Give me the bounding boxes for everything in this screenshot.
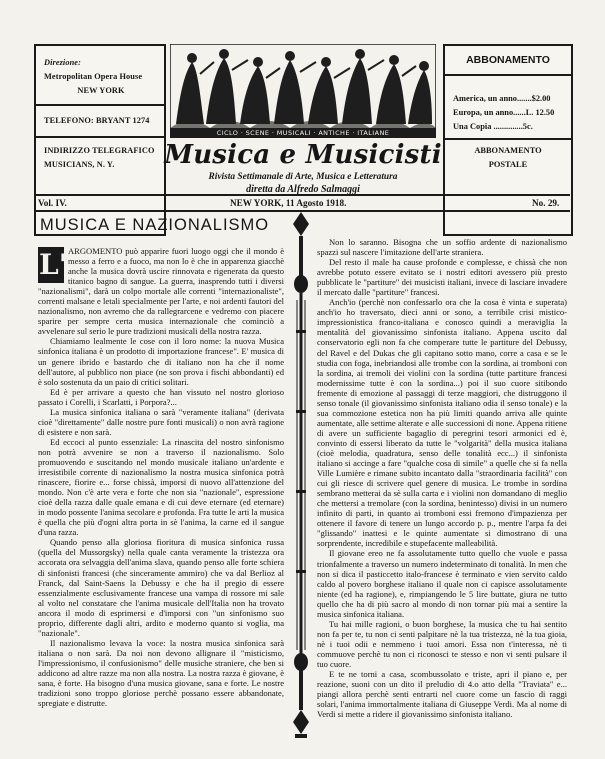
price-europa: Europa, un anno......L. 12.50 bbox=[453, 108, 555, 117]
paragraph: E te ne torni a casa, scombussolato e triste, apri il piano e, per reazione, suoni con un dito il preludio di 4.o atto della "Traviata" e... piangi allora perchè senti entrarti nel cuore come un fascio di raggi solari, l'anima immortalmente italiana di Giuseppe Verdi. Ma al nome di Verdi si mette a ridere il giovanissimo sinfonista italiano. bbox=[317, 669, 567, 720]
paragraph: Non lo saranno. Bisogna che un soffio ardente di nazionalismo spazzi sul nascere l'imitazione dell'arte straniera. bbox=[317, 237, 567, 258]
address-line-2: NEW YORK bbox=[77, 86, 125, 95]
paragraph: Chiamiamo lealmente le cose con il loro nome: la nuova Musica sinfonica italiana è un prodotto di importazione francese". E' musica di un genere ibrido e bastardo che di italiano non ha che il nome dell'autore, al pubblico non piace (ne son prova i fischi abbondanti) ed è solo sostenuta da un paio di critici solitari. bbox=[38, 336, 284, 387]
masthead-title: Musica e Musicisti bbox=[164, 140, 442, 170]
divider bbox=[445, 138, 571, 140]
ornamental-column-divider bbox=[286, 210, 316, 750]
paragraph: Ed eccoci al punto essenziale: La rinascita del nostro sinfonismo non potrà avvenire se non a traverso il nazionalismo. Solo promuovendo e suscitando nel mondo musicale italiano un'ardente e irresistibile corrente di nazionalismo la nostra musica sinfonica potrà rinascere, fiorire e... forse chissà, imporsi di nuovo all'attenzione del mondo. Non c'è arte vera e forte che non sia "nazionale", espressione cioè della razza dalle quale emana e di cui deve eternare (ed eternare) in modo possente l'anima secolare e profonda. Fra tutte le arti la musica è quella che più d'ogni altra porta in sè l'anima, la carne ed il sangue d'una razza. bbox=[38, 436, 284, 538]
price-copia: Una Copia ..............5c. bbox=[453, 122, 533, 131]
divider bbox=[36, 104, 164, 106]
issue-date: NEW YORK, 11 Agosto 1918. bbox=[230, 198, 347, 208]
divider bbox=[445, 74, 571, 76]
masthead-editor: diretta da Alfredo Salmaggi bbox=[246, 184, 360, 195]
abbonamento-postale-2: POSTALE bbox=[488, 160, 528, 169]
telegrafico-line-1: INDIRIZZO TELEGRAFICO bbox=[44, 146, 155, 155]
address-line-1: Metropolitan Opera House bbox=[44, 72, 143, 81]
article-title: MUSICA E NAZIONALISMO bbox=[40, 216, 270, 234]
paragraph: Il nazionalismo levava la voce: la nostra musica sinfonica sarà italiana o non sarà. Da noi non devono allignare il "misticismo, l'impressionismo, il confusionismo" delle musiche straniere, che ben si addicono ad altre razze ma non alla nostra. La nostra razza è giovane, è sana, è forte. Ha bisogno d'una musica giovane, sana e forte. Le nostre tradizioni sono troppo gloriose perchè possano essere abbandonate, spregiate e distrutte. bbox=[38, 637, 284, 709]
paragraph: Il giovane ereo ne fa assolutamente tutto quello che vuole e passa trionfalmente a traverso un numero indeterminato di tonalità. In men che non si dica il pasticcetto italo-francese è terminato e vien servito caldo caldo al povero borghese italiano il quale non ci capisce assolutamente niente (ed ha ragione), e, rimpiangendo le 5 lire buttate, giura ne tutto quello che ha di più sacro al mondo di non tornar più mai a sentire la musica sinfonica italiana. bbox=[317, 548, 567, 619]
telefono: TELEFONO: BRYANT 1274 bbox=[44, 116, 150, 125]
divider bbox=[36, 136, 164, 138]
abbonamento-postale-1: ABBONAMENTO bbox=[474, 146, 542, 155]
issue-number: No. 29. bbox=[532, 198, 560, 208]
article-column-right bbox=[317, 237, 567, 719]
paragraph: Quando penso alla gloriosa fioritura di musica sinfonica russa (quella del Mussorgsky) nella quale canta veramente la tristezza ora accorata ora selvaggia dell'anima slava, quando penso alle forte schiera di sinfonisti francesi (che sinceramente ammiro) che va dal Berlioz al Franck, dal Saint-Saens la Debussy e che ha il pregio di essere essenzialmente esclusivamente francese una vampa di rossore mi sale al volto nel constatare che l'anima musicale dell'Italia non ha trovato ancora il modo di esprimersi e d'imporsi con "un sinfonismo suo proprio, differente dagli altri, ardito e moderno quanto si voglia, ma "nazionale". bbox=[38, 537, 284, 638]
paragraph: L' ARGOMENTO può apparire fuori luogo oggi che il mondo è messo a ferro e a fuoco, ma non lo è che in apparenza giacchè anche la musica dovrà uscire rinnovata e rigenerata da questo titanico bagno di sangue. La guerra, inasprendo tutti i diversi "nazionalismi", darà un colpo mortale alle correnti "internazionaliste", correnti malsane e letali specialmente per l'arte, e noi ardenti fautori del nazionalismo, non avremo che da rallegrarcene e vedremo con piacere sparire per sempre certa musica internazionale che cominciò a avvelenare sul serio le pure tradizioni musicali della nostra razza. bbox=[38, 246, 284, 337]
article-column-left bbox=[38, 246, 284, 708]
paragraph: Ed è per arrivare a questo che han vissuto nel nostro glorioso passato i Corelli, i Scarlatti, i Porpora?... bbox=[38, 386, 284, 407]
paragraph: La musica sinfonica italiana o sarà "veramente italiana" (derivata cioè "direttamente" dalle nostre pure fonti musicali) o non avrà ragione di esistere e non sarà. bbox=[38, 406, 284, 437]
dropcap: L' bbox=[39, 248, 68, 281]
direzione-label: Direzione: bbox=[44, 58, 81, 67]
abbonamento-title: ABBONAMENTO bbox=[466, 54, 550, 66]
masthead-banner: CICLO · SCENE · MUSICALI · ANTICHE · ITALIANE bbox=[170, 128, 436, 138]
rule-top bbox=[34, 194, 570, 196]
masthead-subtitle: Rivista Settimanale di Arte, Musica e Letteratura bbox=[208, 172, 398, 182]
paragraph: Tu hai mille ragioni, o buon borghese, la musica che tu hai sentito non fa per te, tu non ci senti palpitare nè la tua tristezza, nè la tua gioia, nè i tuoi odii e nemmeno i tuoi amori. Essa non t'interessa, nè ti commuove perchè tu non ci riconosci te stesso e non vi senti pulsare il tuo cuore. bbox=[317, 618, 567, 669]
masthead-illustration bbox=[170, 44, 436, 130]
issue-volume: Vol. IV. bbox=[38, 198, 67, 208]
paragraph: Del resto il male ha cause profonde e complesse, e chissà che non avrebbe potuto essere evitato se i nostri editori avessero più presto pubblicate le "partiture" dei musicisti italiani, invece di lasciare invadere il mercato dalle "partiture" francesi. bbox=[317, 257, 567, 298]
price-america: America, un anno.......$2.00 bbox=[453, 94, 551, 103]
paragraph: Anch'io (perchè non confessarlo ora che la cosa è vinta e superata) anch'io ho traversato, dieci anni or sono, a terribile crisi mistico-impressionistica franco-italiana e conosco quindi a meraviglia la mentalità del giovanissimo sinfonista italiano. Appena uscito dal conservatorio egli non fa che comperare tutte le partiture del Debussy, del Ravel e del Dukas che gli capitano sotto mano, corre a casa e se le studia con foga, inebriandosi alle trombe con la sordina, ai tromboni con la sordina, ai tremoli dei violini con la sordina (tutte partiture francesi modernissime tutte è con la sordina...) poi il suo cuore sitibondo fremente di emozione al passaggi di terze maggiori, che distruggono il senso tonale (il giovanissimo sinfonista italiano odia il senso tonale) e la sua commozione estetica non ha più limiti quando arriva alle quinte aumentate, alle settime alterate e alle successioni di none. Appena ritiene di avere un sufficiente bagaglio di peregrini tesori armonici ed è, convinto di essersi liberato da tutte le "volgarità" della musica italiana (cioè melodia, quadratura, senso delle tonalità ecc...) il sinfonista italiano si accinge a fare "qualche cosa di simile" a quelle che si fa nella Ville Lumière e rimane subito incantato dalla "straordinaria facilità" con cui gli riesce di scrivere quel genere di musica. Le trombe in sordina sembrano metterai da sè sulla carta e i violini non domandano di meglio che mettersi a tremolare (con la sordina, benintesso) divisi in un numero infinito di parti, in quanto ai tromboni essi fremono d'impazienza per ottenere il favore di tenere un lungo accordo p. p., mentre l'arpa fa dei "glissando" inattesi e le quinte aumentate si dimostrano di una sorprendente, incredibile e stupefacente malleabilità. bbox=[317, 297, 567, 549]
telegrafico-line-2: MUSICIANS, N. Y. bbox=[44, 160, 115, 169]
